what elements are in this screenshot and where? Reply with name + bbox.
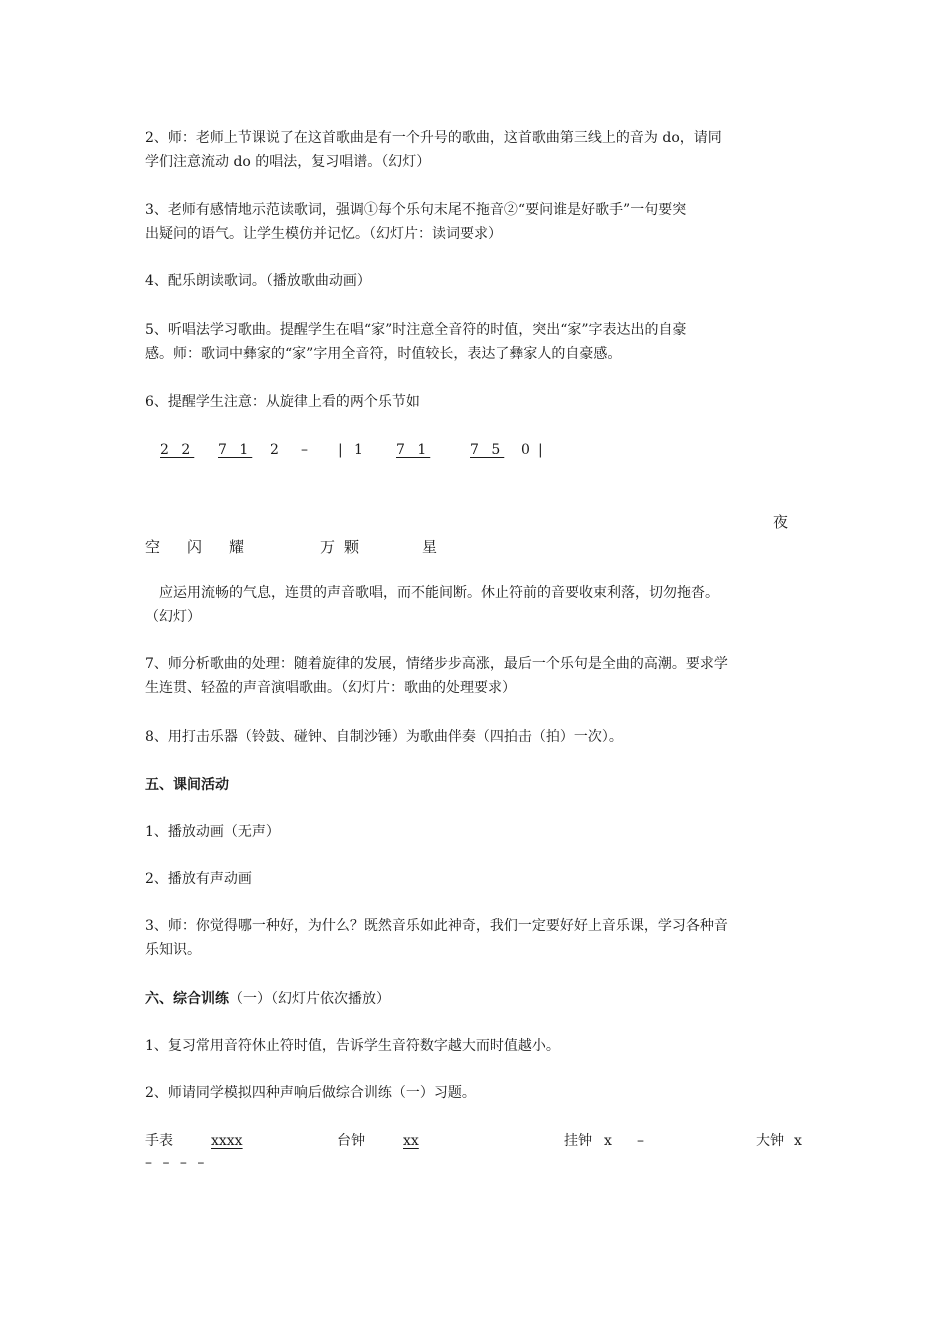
paragraph-4: 4、配乐朗读歌词。（播放歌曲动画） (145, 273, 371, 289)
dash-1: – (301, 442, 308, 458)
wallclock-dash: – (637, 1133, 644, 1149)
section-heading-6-title: 六、综合训练 (145, 991, 229, 1007)
section-5-item-1: 1、播放动画（无声） (145, 824, 280, 840)
lyric-ke: 颗 (344, 538, 360, 556)
lyric-wan: 万 (320, 538, 336, 556)
paragraph-3-line-1: 3、老师有感情地示范读歌词，强调①每个乐句末尾不拖音②“要问谁是好歌手”一句要突 (145, 202, 687, 218)
barline-1: | (338, 442, 343, 458)
section-heading-6-note: （一）（幻灯片依次播放） (229, 991, 390, 1007)
bigbell-dashes: – – – – (145, 1155, 208, 1171)
paragraph-6: 6、提醒学生注意：从旋律上看的两个乐节如 (145, 394, 420, 410)
paragraph-2-line-1: 2、师：老师上节课说了在这首歌曲是有一个升号的歌曲，这首歌曲第三线上的音为 do，请同 (145, 130, 722, 146)
note-group-7: 7 5 (470, 442, 505, 458)
paragraph-6b-line-2: （幻灯） (145, 609, 201, 625)
note-group-1: 2 2 (160, 442, 195, 458)
clock-label: 台钟 (337, 1133, 365, 1149)
paragraph-3-line-2: 出疑问的语气。让学生模仿并记忆。（幻灯片：读词要求） (145, 226, 502, 242)
section-6-item-2: 2、师请同学模拟四种声响后做综合训练（一）习题。 (145, 1085, 476, 1101)
lyric-kong: 空 (145, 538, 161, 556)
section-5-item-3-line-1: 3、师：你觉得哪一种好，为什么？既然音乐如此神奇，我们一定要好好上音乐课，学习各种音 (145, 918, 728, 934)
wallclock-label: 挂钟 (564, 1133, 592, 1149)
bigbell-rhythm: x (794, 1133, 802, 1149)
section-heading-5: 五、课间活动 (145, 777, 229, 793)
paragraph-6b-line-1: 应运用流畅的气息，连贯的声音歌唱，而不能间断。休止符前的音要收束利落，切勿拖沓。 (145, 585, 719, 601)
lyric-shan: 闪 (187, 538, 203, 556)
paragraph-2-line-2: 学们注意流动 do 的唱法，复习唱谱。（幻灯） (145, 154, 431, 170)
paragraph-8: 8、用打击乐器（铃鼓、碰钟、自制沙锤）为歌曲伴奏（四拍击（拍）一次）。 (145, 729, 623, 745)
paragraph-7-line-2: 生连贯、轻盈的声音演唱歌曲。（幻灯片：歌曲的处理要求） (145, 680, 516, 696)
section-5-item-3-line-2: 乐知识。 (145, 942, 201, 958)
section-heading-6 (145, 989, 390, 1009)
watch-rhythm: xxxx (211, 1133, 243, 1149)
note-5: 1 (354, 442, 363, 458)
note-group-6: 7 1 (396, 442, 431, 458)
lyric-xing: 星 (422, 538, 438, 556)
lyric-yao: 耀 (229, 538, 245, 556)
paragraph-7-line-1: 7、师分析歌曲的处理：随着旋律的发展，情绪步步高涨，最后一个乐句是全曲的高潮。要求学 (145, 656, 728, 672)
note-group-2: 7 1 (218, 442, 253, 458)
clock-rhythm: xx (403, 1133, 419, 1149)
barline-2: | (538, 442, 543, 458)
section-5-item-2: 2、播放有声动画 (145, 871, 252, 887)
paragraph-5-line-2: 感。师：歌词中彝家的“家”字用全音符，时值较长，表达了彝家人的自豪感。 (145, 346, 622, 362)
wallclock-rhythm: x (604, 1133, 612, 1149)
paragraph-5-line-1: 5、听唱法学习歌曲。提醒学生在唱“家”时注意全音符的时值，突出“家”字表达出的自豪 (145, 322, 687, 338)
note-3: 2 (270, 442, 279, 458)
lyric-ye: 夜 (773, 513, 789, 531)
section-6-item-1: 1、复习常用音符休止符时值，告诉学生音符数字越大而时值越小。 (145, 1038, 560, 1054)
bigbell-label: 大钟 (756, 1133, 784, 1149)
watch-label: 手表 (145, 1133, 173, 1149)
rest-0: 0 (521, 442, 530, 458)
